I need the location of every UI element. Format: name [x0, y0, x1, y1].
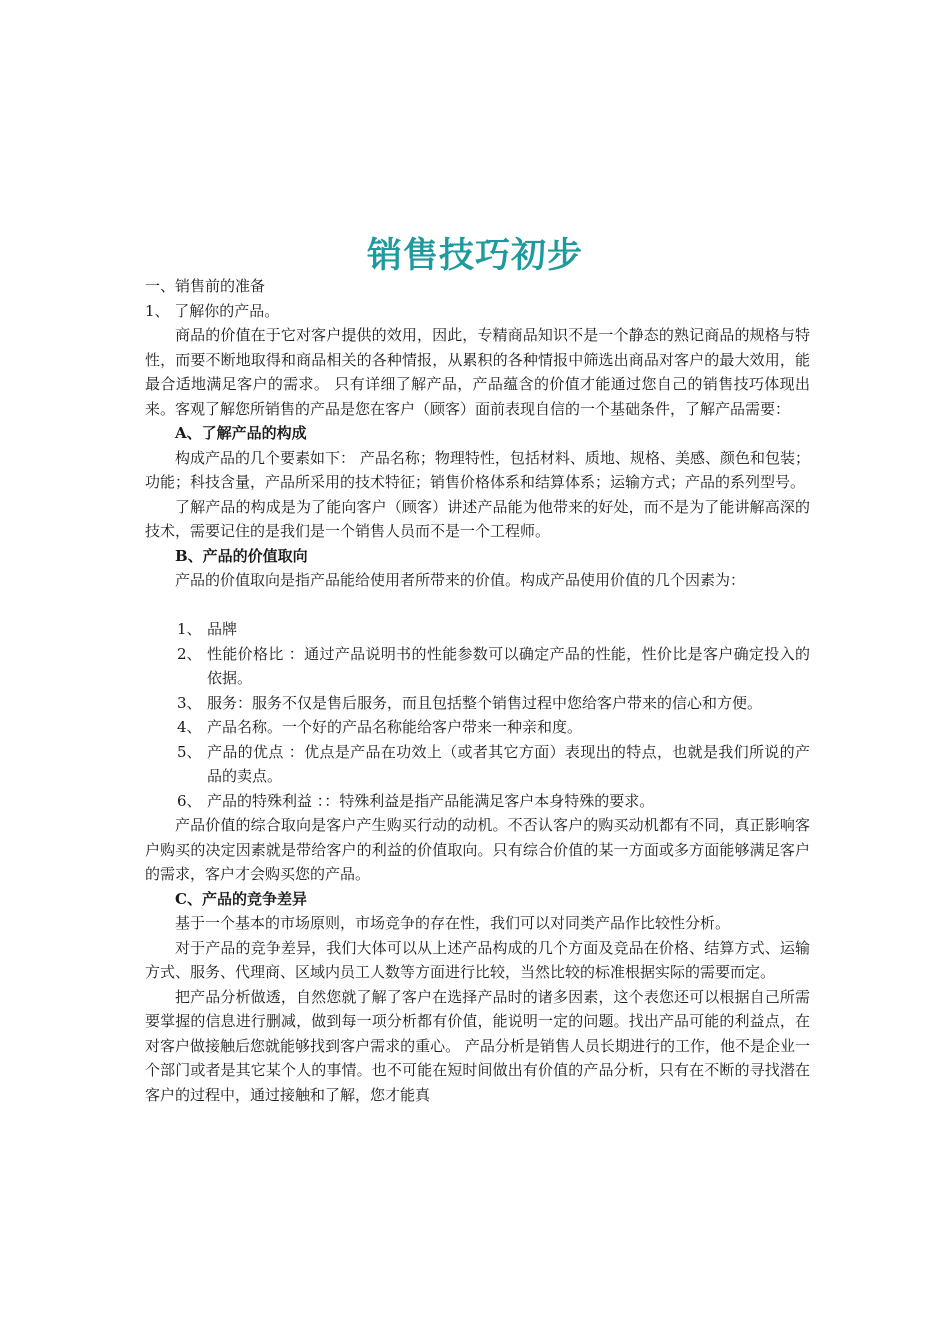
heading-c: C、产品的竞争差异: [175, 889, 307, 908]
paragraph-c3: 把产品分析做透，自然您就了解了客户在选择产品时的诸多因素，这个表您还可以根据自己所需要掌握的信息进行删减，做到每一项分析都有价值，能说明一定的问题。找出产品可能的利益点，在对客户做接触后您就能够找到客户需求的重心。 产品分析是销售人员长期进行的工作，他不是企业一个部门或者是其它某个人的事情。也不可能在短时间做出有价值的产品分析，只有在不断的寻找潜在客户的过程中，通过接触和了解，您才能真: [145, 987, 810, 1104]
list-text: 产品的特殊利益 ：：特殊利益是指产品能满足客户本身特殊的要求。: [207, 791, 655, 810]
blank-line: [145, 593, 810, 618]
paragraph-b2: 产品价值的综合取向是客户产生购买行动的动机。不否认客户的购买动机都有不同，真正影响客户购买的决定因素就是带给客户的利益的价值取向。只有综合价值的某一方面或多方面能够满足客户的需求，客户才会购买您的产品。: [145, 816, 810, 883]
list-item: [177, 691, 810, 716]
list-text: 性能价格比 ：通过产品说明书的性能参数可以确定产品的性能，性价比是客户确定投入的依据。: [207, 644, 810, 687]
paragraph-b1: 产品的价值取向是指产品能给使用者所带来的价值。构成产品使用价值的几个因素为：: [175, 571, 746, 589]
list-item: [177, 740, 810, 789]
list-text: 产品名称。一个好的产品名称能给客户带来一种亲和度。: [207, 718, 583, 736]
list-item: [177, 642, 810, 691]
list-number: 6、: [177, 791, 202, 810]
paragraph-a1: 构成产品的几个要素如下： 产品名称；物理特性，包括材料、质地、规格、美感、颜色和包装；功能；科技含量，产品所采用的技术特征；销售价格体系和结算体系；运输方式；产品的系列型号。: [145, 448, 810, 491]
list-text: 服务：服务不仅是售后服务，而且包括整个销售过程中您给客户带来的信心和方便。: [207, 693, 763, 712]
list-number: 1、: [177, 620, 202, 638]
heading-a: A、了解产品的构成: [175, 424, 307, 442]
list-number: 5、: [177, 742, 202, 761]
paragraph-c1: 基于一个基本的市场原则，市场竞争的存在性，我们可以对同类产品作比较性分析。: [175, 914, 731, 932]
section-heading: 一、销售前的准备: [145, 277, 266, 295]
list-item: [177, 789, 810, 814]
list-item: [177, 617, 810, 642]
paragraph-intro: 商品的价值在于它对客户提供的效用，因此，专精商品知识不是一个静态的熟记商品的规格与特性，而要不断地取得和商品相关的各种情报，从累积的各种情报中筛选出商品对客户的最大效用，能最合适地满足客户的需求。 只有详细了解产品，产品蕴含的价值才能通过您自己的销售技巧体现出来。客观了解您所销售的产品是您在客户（顾客）面前表现自信的一个基础条件，了解产品需要：: [145, 326, 810, 418]
list-number: 4、: [177, 718, 202, 736]
heading-b: B、产品的价值取向: [175, 546, 308, 565]
subsection-heading: 1、 了解你的产品。: [145, 301, 280, 320]
list-number: 3、: [177, 693, 202, 712]
document-title: 销售技巧初步: [366, 236, 583, 276]
paragraph-c2: 对于产品的竞争差异，我们大体可以从上述产品构成的几个方面及竞品在价格、结算方式、运输方式、服务、代理商、区域内员工人数等方面进行比较，当然比较的标准根据实际的需要而定。: [145, 938, 810, 981]
document-body: [145, 274, 810, 1107]
list-item: [177, 715, 810, 740]
list-text: 品牌: [207, 620, 238, 638]
list-text: 产品的优点 ：优点是产品在功效上（或者其它方面）表现出的特点，也就是我们所说的产品的卖点。: [207, 742, 810, 785]
list-number: 2、: [177, 644, 202, 663]
paragraph-a2: 了解产品的构成是为了能向客户（顾客）讲述产品能为他带来的好处，而不是为了能讲解高深的技术，需要记住的是我们是一个销售人员而不是一个工程师。: [145, 497, 810, 540]
